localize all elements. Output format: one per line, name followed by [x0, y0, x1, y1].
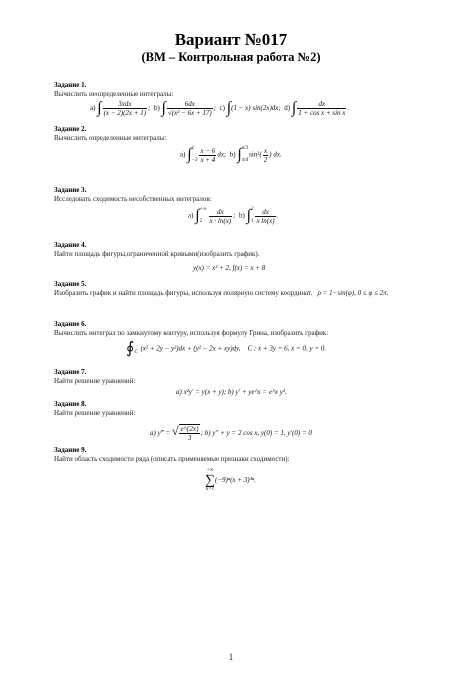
page-title: Вариант №017 [174, 30, 288, 49]
task-heading: Задание 2. [54, 125, 87, 133]
task-7-formula: a) x²y′ = y(x + y); b) y′ + ye^x = e^x y². [176, 388, 287, 396]
task-8-formula: a) y‴ = √ $\frac{e\^{}\{2x\}}{3}$ ; b) y″ + y = 2 cos x, y(0) = 1, y′(0) = 0 [150, 424, 312, 443]
fraction: $\frac{6dx}{\text{√(x² − 6x + 17)}}$ [167, 100, 212, 117]
task-heading: Задание 5. [54, 280, 87, 288]
page-number: 1 [228, 652, 234, 662]
fraction: $\frac{\text{3xdx}}{(x - 2)(2x + 1)}$ [103, 100, 147, 117]
task-description: Вычислить определенные интегралы: [54, 134, 167, 142]
task-3-formulas: a) ∫+∞ 2 $\frac{dx}{x \cdot \ln(x)}$ ; b) ∫2 1 $\frac{dx}{\text{x ln(x)}}$ . [188, 207, 279, 225]
task-8 [54, 400, 434, 418]
task-heading: Задание 4. [54, 241, 87, 249]
task-2-formulas: a) ∫1 −3 $\frac{x - 6}{x + 4}$ dx; b) ∫π/3 π/4sin²( $\frac{x}{2}$ ) dx. [180, 146, 282, 164]
task-description: Найти площадь фигуры,ограниченной кривыми(изобразить график). [54, 250, 260, 258]
formula-label: a) [90, 104, 96, 113]
task-heading: Задание 8. [54, 400, 87, 408]
task-heading: Задание 9. [54, 446, 87, 454]
task-heading: Задание 6. [54, 320, 87, 328]
task-heading: Задание 3. [54, 186, 87, 194]
task-description: Найти решение уравнений: [54, 377, 136, 385]
task-heading: Задание 1. [54, 81, 87, 89]
task-heading: Задание 7. [54, 368, 87, 376]
task-5-formula: ρ = 1−sin(φ), 0 ≤ φ ≤ 2π. [317, 289, 389, 297]
task-description: Вычислить интеграл по замкнутому контуру, используя формулу Грина, изобразить график: [54, 329, 329, 337]
task-5 [54, 280, 454, 298]
task-description: Найти решение уравнений: [54, 409, 136, 417]
task-6 [54, 320, 434, 338]
fraction: $\frac{dx}{\text{1 + cos x + sin x}}$ [298, 100, 346, 117]
page-subtitle: (ВМ – Контрольная работа №2) [141, 50, 321, 64]
task-7 [54, 368, 434, 386]
task-description: Исследовать сходимость несобственных интегралов: [54, 195, 212, 203]
task-9-formula: +∞ ∑ n=1(−9)ⁿ(x + 3)³ⁿ. [205, 468, 256, 492]
task-description: Вычислить неопределенные интегралы: [54, 90, 174, 98]
task-3 [54, 186, 434, 204]
task-2 [54, 125, 434, 143]
formula-label: b) [153, 104, 160, 113]
task-1-formulas: a) ∫ $\frac{\text{3xdx}}{(x - 2)(2x + 1)}$ ; b) ∫ $\frac{6dx}{\text{√(x² − 6x + 17)}}$ ; c) ∫(1 − x) sin(2x)dx; d) ∫ $\frac{dx}{\text{1 + cos x + sin x}}$ . [90, 99, 350, 117]
task-description: Изобразить график и найти площадь фигуры, используя полярную систему координат. ρ = 1−sin(φ), 0 ≤ φ ≤ 2π. [54, 289, 389, 297]
task-1 [54, 81, 434, 99]
task-9 [54, 446, 434, 464]
formula-label: d) [284, 104, 291, 113]
task-4 [54, 241, 434, 259]
task-4-formula: y(x) = x² + 2, f(x) = x + 8 [193, 264, 266, 272]
formula-label: c) [219, 104, 225, 113]
task-description: Найти область сходимости ряда (описать применяемые признаки сходимости): [54, 455, 290, 463]
task-6-formula: ∮C (x² + 2y − y²)dx + (y² − 2x + xy)dy, C : x + 3y = 6, x = 0, y = 0. [126, 340, 327, 357]
